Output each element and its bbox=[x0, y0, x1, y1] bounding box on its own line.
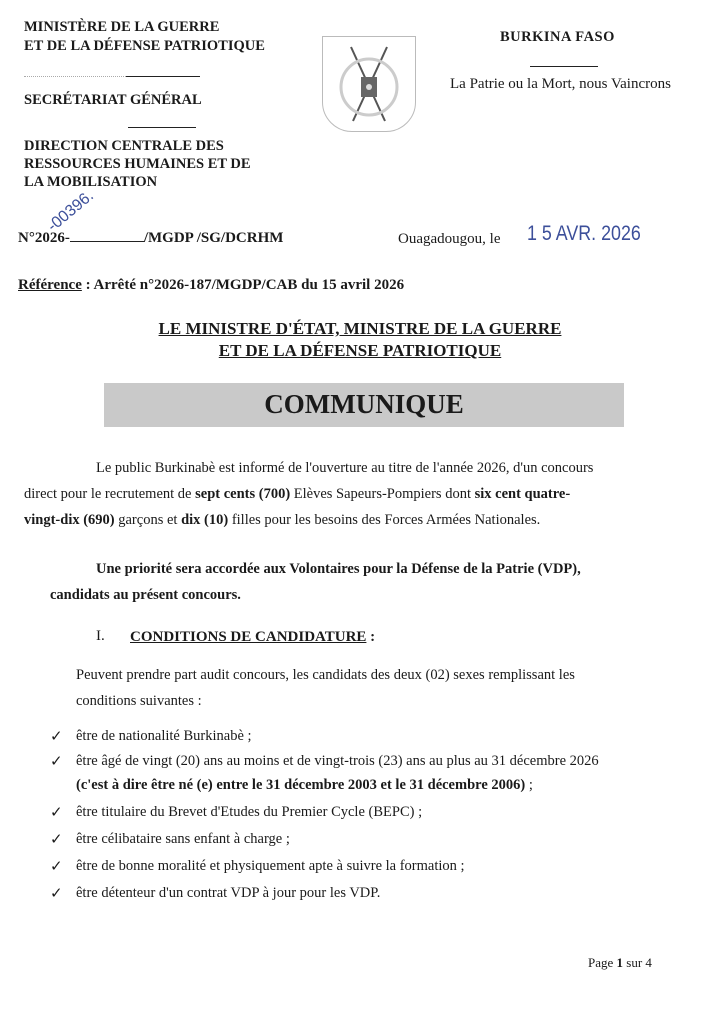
section-intro-line: conditions suivantes : bbox=[76, 693, 202, 709]
date-stamp: 1 5 AVR. 2026 bbox=[527, 222, 641, 245]
text: filles pour les besoins des Forces Armées Nationales. bbox=[228, 512, 541, 528]
text: Elèves Sapeurs-Pompiers dont bbox=[290, 486, 475, 502]
number-suffix: /MGDP /SG/DCRHM bbox=[143, 230, 284, 246]
intro-line: Le public Burkinabè est informé de l'ouverture au titre de l'année 2026, d'un concours bbox=[96, 460, 594, 476]
section-heading bbox=[130, 628, 375, 647]
text: dix (10) bbox=[181, 512, 229, 528]
check-icon: ✓ bbox=[50, 859, 63, 875]
divider bbox=[126, 76, 200, 77]
condition-item: être titulaire du Brevet d'Etudes du Premier Cycle (BEPC) ; bbox=[76, 804, 423, 820]
text: Page bbox=[588, 955, 617, 970]
condition-item: être détenteur d'un contrat VDP à jour pour les VDP. bbox=[76, 885, 381, 901]
text: : bbox=[366, 629, 376, 645]
check-icon: ✓ bbox=[50, 754, 63, 770]
communique-banner: COMMUNIQUE bbox=[104, 383, 624, 427]
section-title: CONDITIONS DE CANDIDATURE bbox=[130, 629, 367, 645]
priority-line: Une priorité sera accordée aux Volontaires pour la Défense de la Patrie (VDP), bbox=[96, 561, 581, 577]
divider bbox=[530, 66, 598, 67]
text: direct pour le recrutement de bbox=[24, 486, 196, 502]
ministry-line: MINISTÈRE DE LA GUERRE bbox=[24, 19, 220, 35]
intro-line bbox=[24, 507, 664, 533]
ministry-name bbox=[24, 18, 265, 56]
condition-item-extra bbox=[76, 777, 533, 794]
condition-item: être de nationalité Burkinabè ; bbox=[76, 728, 252, 744]
section-number: I. bbox=[96, 628, 105, 644]
condition-item: être célibataire sans enfant à charge ; bbox=[76, 831, 290, 847]
text: vingt-dix (690) bbox=[24, 512, 115, 528]
issuer-title bbox=[0, 318, 720, 362]
condition-item: être âgé de vingt (20) ans au moins et de vingt-trois (23) ans au plus au 31 décembre 2026 bbox=[76, 753, 599, 769]
text: sept cents (700) bbox=[195, 486, 291, 502]
number-prefix: N°2026- bbox=[18, 230, 70, 246]
intro-line bbox=[24, 481, 664, 507]
national-motto: La Patrie ou la Mort, nous Vaincrons bbox=[450, 76, 671, 92]
direction-line: LA MOBILISATION bbox=[24, 174, 158, 190]
reference-label: Référence bbox=[18, 277, 82, 293]
text: 1 bbox=[616, 955, 624, 970]
page-number bbox=[588, 955, 652, 971]
place: Ouagadougou, le bbox=[398, 231, 501, 247]
secretariat: SECRÉTARIAT GÉNÉRAL bbox=[24, 92, 202, 108]
title-line: ET DE LA DÉFENSE PATRIOTIQUE bbox=[218, 341, 502, 360]
title-line: LE MINISTRE D'ÉTAT, MINISTRE DE LA GUERRE bbox=[158, 319, 562, 338]
reference-line bbox=[18, 276, 404, 295]
check-icon: ✓ bbox=[50, 832, 63, 848]
section-intro-line: Peuvent prendre part audit concours, les candidats des deux (02) sexes remplissant les bbox=[76, 667, 575, 683]
check-icon: ✓ bbox=[50, 729, 63, 745]
direction-line: DIRECTION CENTRALE DES bbox=[24, 138, 224, 154]
priority-paragraph bbox=[50, 556, 581, 608]
number-stamp: -00396. bbox=[44, 187, 97, 236]
text: ; bbox=[525, 777, 533, 793]
condition-item: être de bonne moralité et physiquement apte à suivre la formation ; bbox=[76, 858, 465, 874]
check-icon: ✓ bbox=[50, 805, 63, 821]
reference-text: : Arrêté n°2026-187/MGDP/CAB du 15 avril 2026 bbox=[81, 277, 405, 293]
text: sur 4 bbox=[623, 955, 652, 970]
section-intro bbox=[76, 662, 575, 714]
ministry-line: ET DE LA DÉFENSE PATRIOTIQUE bbox=[24, 38, 265, 54]
direction-name bbox=[24, 137, 251, 191]
text: (c'est à dire être né (e) entre le 31 décembre 2003 et le 31 décembre 2006) bbox=[76, 777, 526, 793]
check-icon: ✓ bbox=[50, 886, 63, 902]
intro-paragraph bbox=[24, 455, 664, 533]
coat-of-arms-emblem bbox=[322, 36, 416, 132]
country-name: BURKINA FASO bbox=[500, 29, 615, 45]
priority-line: candidats au présent concours. bbox=[50, 587, 241, 603]
text: six cent quatre- bbox=[474, 486, 571, 502]
text: garçons et bbox=[114, 512, 182, 528]
direction-line: RESSOURCES HUMAINES ET DE bbox=[24, 156, 251, 172]
divider bbox=[128, 127, 196, 128]
